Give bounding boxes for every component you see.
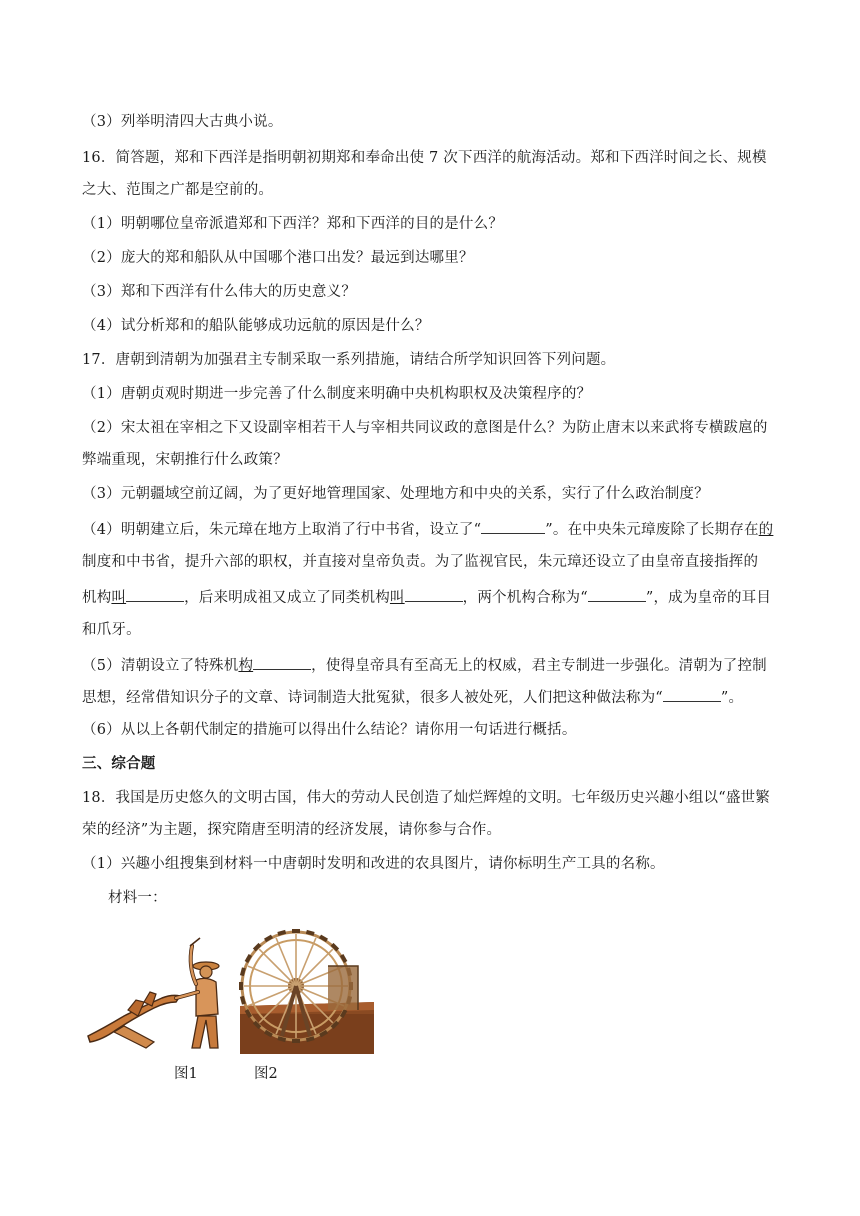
text-segment: 的 [758,522,774,538]
answer-blank[interactable] [126,586,184,602]
wheel-paddle [292,1039,300,1043]
answer-blank[interactable] [588,586,646,602]
section-heading-3: 三、综合题 [82,755,156,772]
question-18-stem-line2: 荣的经济”为主题，探究隋唐至明清的经济发展，请你参与合作。 [82,822,502,838]
plough-farmer-illustration-icon [84,936,234,1054]
answer-blank[interactable] [481,518,545,534]
question-17-6: （6）从以上各朝代制定的措施可以得出什么结论？请你用一句话进行概括。 [82,722,577,738]
text-segment: ，使得皇帝具有至高无上的权威，君主专制进一步强化。清朝为了控制 [311,658,767,674]
question-17-3: （3）元朝疆域空前辽阔，为了更好地管理国家、处理地方和中央的关系，实行了什么政治制度？ [82,486,709,502]
text-segment: 叫 [111,590,127,606]
question-17-2-line2: 弊端重现，宋朝推行什么政策？ [82,452,288,468]
question-18-1: （1）兴趣小组搜集到材料一中唐朝时发明和改进的农具图片，请你标明生产工具的名称。 [82,856,665,872]
text-segment: ”，成为皇帝的耳目 [645,590,772,606]
question-17-4-line4: 和爪牙。 [82,622,141,638]
question-17-stem: 17．唐朝到清朝为加强君主专制采取一系列措施，请结合所学知识回答下列问题。 [82,352,616,368]
text-segment: ，两个机构合称为“ [462,590,588,606]
figure-1-caption: 图1 [174,1066,198,1082]
question-16-stem-line1: 16．简答题，郑和下西洋是指明朝初期郑和奉命出使 7 次下西洋的航海活动。郑和下西洋时间之长、规模 [82,150,767,166]
answer-blank[interactable] [253,654,311,670]
figure-group [84,926,384,1056]
wheel-paddle [239,982,243,990]
question-15-3: （3）列举明清四大古典小说。 [82,114,283,130]
text-segment: （4）明朝建立后，朱元璋在地方上取消了行中书省，设立了“ [82,522,482,538]
wheel-paddle [292,929,300,933]
answer-blank[interactable] [405,586,463,602]
question-17-4-line1 [82,518,782,540]
question-17-1: （1）唐朝贞观时期进一步完善了什么制度来明确中央机构职权及决策程序的？ [82,386,592,402]
text-segment: ”。 [720,690,744,706]
text-segment: ，后来明成祖又成立了同类机构 [184,590,390,606]
question-17-4-line3 [82,586,782,608]
text-segment: 构 [238,658,254,674]
question-16-4: （4）试分析郑和的船队能够成功远航的原因是什么？ [82,318,430,334]
text-segment: 叫 [389,590,405,606]
question-17-5-line2 [82,686,782,708]
question-16-1: （1）明朝哪位皇帝派遣郑和下西洋？郑和下西洋的目的是什么？ [82,216,504,232]
question-17-2-line1: （2）宋太祖在宰相之下又设副宰相若干人与宰相共同议政的意图是什么？为防止唐末以来武将专横跋扈的 [82,420,768,436]
question-18-stem-line1: 18．我国是历史悠久的文明古国，伟大的劳动人民创造了灿烂辉煌的文明。七年级历史兴趣小组以“盛世繁 [82,790,770,806]
question-16-3: （3）郑和下西洋有什么伟大的历史意义？ [82,284,357,300]
text-segment: 机构 [82,590,112,606]
question-17-5-line1 [82,654,782,676]
text-segment: 思想，经常借知识分子的文章、诗词制造大批冤狱，很多人被处死，人们把这种做法称为“ [82,690,663,706]
text-segment: （5）清朝设立了特殊机 [82,658,239,674]
question-16-stem-line2: 之大、范围之广都是空前的。 [82,182,274,198]
material-label: 材料一： [108,890,167,906]
text-segment: ”。在中央朱元璋废除了长期存在 [545,522,759,538]
answer-blank[interactable] [663,686,721,702]
waterwheel-model-photo-icon [232,926,374,1054]
figure-2-caption: 图2 [254,1066,278,1082]
question-17-4-line2: 制度和中书省，提升六部的职权，并直接对皇帝负责。为了监视官民，朱元璋还设立了由皇帝直接指挥的 [82,554,759,570]
question-16-2: （2）庞大的郑和船队从中国哪个港口出发？最远到达哪里？ [82,250,474,266]
